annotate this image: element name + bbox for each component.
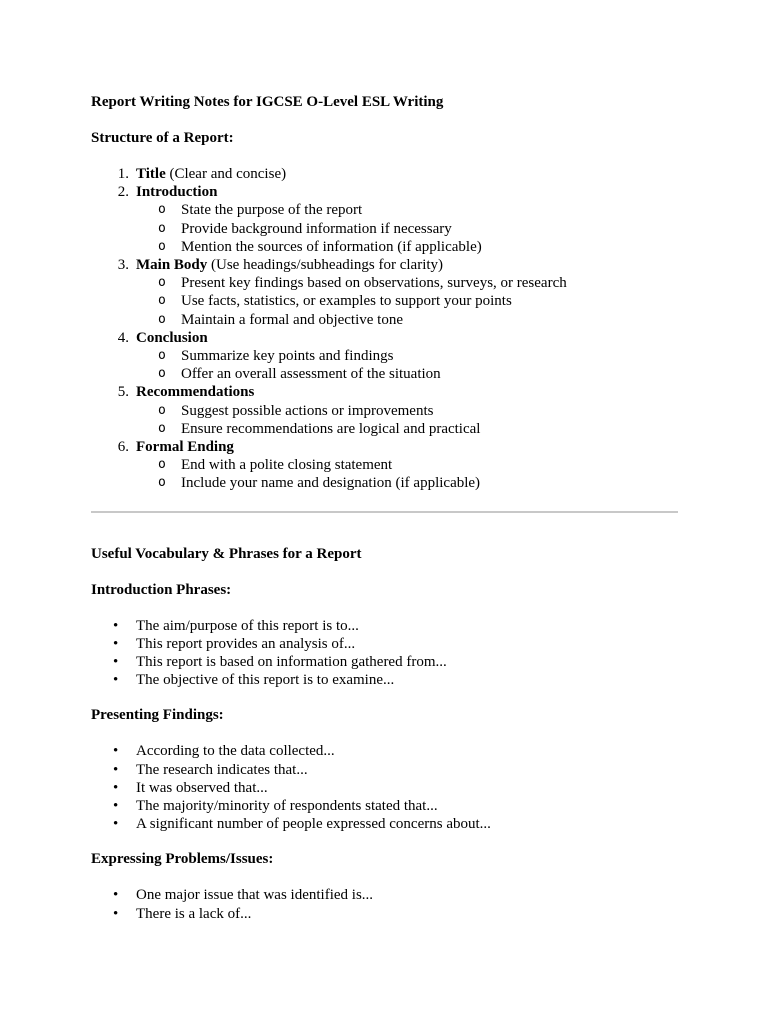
section-divider: [91, 511, 678, 513]
sub-item-text: Offer an overall assessment of the situation: [181, 366, 441, 383]
structure-list: [91, 165, 679, 493]
sub-bullet-icon: o: [158, 457, 166, 473]
bullet-icon: •: [113, 617, 119, 634]
item-number: 3.: [117, 257, 129, 274]
structure-item: [91, 438, 679, 493]
sub-item-text: Use facts, statistics, or examples to support your points: [181, 293, 512, 310]
phrase-item: [91, 761, 679, 779]
bullet-icon: •: [113, 672, 119, 689]
sub-item-text: Include your name and designation (if applicable): [181, 475, 481, 492]
sub-item-text: End with a polite closing statement: [181, 457, 393, 474]
structure-item: [91, 165, 679, 183]
sub-item: [136, 474, 679, 492]
item-note: (Use headings/subheadings for clarity): [207, 257, 444, 274]
phrase-text: The research indicates that...: [136, 761, 308, 778]
bullet-icon: •: [113, 779, 119, 796]
sub-item-text: Summarize key points and findings: [181, 348, 394, 365]
phrase-text: The objective of this report is to examine...: [136, 672, 395, 689]
structure-item: [91, 383, 679, 438]
sub-list: [136, 402, 679, 438]
phrase-text: It was observed that...: [136, 779, 268, 796]
item-note: (Clear and concise): [165, 166, 287, 182]
item-number: 2.: [117, 184, 129, 201]
sub-list: [136, 347, 679, 383]
document-page: [91, 93, 679, 940]
phrase-text: One major issue that was identified is...: [136, 887, 374, 904]
sub-item-text: Maintain a formal and objective tone: [181, 311, 404, 328]
sub-bullet-icon: o: [158, 420, 166, 436]
sub-item: [136, 292, 679, 310]
item-title: Conclusion: [136, 329, 208, 346]
sub-item-text: Ensure recommendations are logical and practical: [181, 420, 481, 437]
sub-item-text: State the purpose of the report: [181, 202, 363, 219]
phrase-text: According to the data collected...: [136, 743, 335, 760]
sub-item: [136, 274, 679, 292]
bullet-icon: •: [113, 905, 119, 922]
sub-item: [136, 201, 679, 219]
sub-item-text: Present key findings based on observations, surveys, or research: [181, 275, 567, 292]
sub-bullet-icon: o: [158, 366, 166, 382]
item-title: Main Body: [136, 257, 208, 274]
phrase-item: [91, 905, 679, 923]
phrase-list: [91, 742, 679, 833]
phrase-text: A significant number of people expressed concerns about...: [136, 816, 491, 833]
bullet-icon: •: [113, 743, 119, 760]
structure-item: [91, 183, 679, 256]
phrase-text: This report provides an analysis of...: [136, 635, 356, 652]
vocabulary-heading: Useful Vocabulary & Phrases for a Report: [91, 545, 362, 562]
phrase-list: [91, 617, 679, 690]
sub-item: [136, 402, 679, 420]
phrase-item: [91, 797, 679, 815]
bullet-icon: •: [113, 654, 119, 671]
structure-item: [91, 256, 679, 329]
item-title: Formal Ending: [136, 439, 234, 456]
phrase-text: The majority/minority of respondents stated that...: [136, 798, 438, 815]
bullet-icon: •: [113, 635, 119, 652]
sub-bullet-icon: o: [158, 475, 166, 491]
sub-item: [136, 420, 679, 438]
section-heading: Expressing Problems/Issues:: [91, 851, 274, 868]
item-number: 5.: [117, 384, 129, 401]
item-number: 4.: [117, 329, 129, 346]
item-title: Recommendations: [136, 384, 255, 401]
document-title: Report Writing Notes for IGCSE O-Level ESL Writing: [91, 94, 444, 110]
section-heading: Presenting Findings:: [91, 707, 224, 724]
phrase-item: [91, 742, 679, 760]
bullet-icon: •: [113, 887, 119, 904]
sub-bullet-icon: o: [158, 220, 166, 236]
sub-bullet-icon: o: [158, 311, 166, 327]
item-title: Introduction: [136, 184, 218, 201]
sub-item-text: Suggest possible actions or improvements: [181, 402, 434, 419]
sub-bullet-icon: o: [158, 238, 166, 254]
sub-item: [136, 365, 679, 383]
bullet-icon: •: [113, 761, 119, 778]
phrase-item: [91, 635, 679, 653]
phrase-list: [91, 886, 679, 922]
sub-item-text: Mention the sources of information (if applicable): [181, 238, 482, 255]
phrase-item: [91, 617, 679, 635]
phrase-text: The aim/purpose of this report is to...: [136, 617, 359, 634]
item-number: 6.: [117, 439, 129, 456]
sub-item-text: Provide background information if necessary: [181, 220, 452, 237]
phrase-item: [91, 671, 679, 689]
phrase-item: [91, 779, 679, 797]
item-number: 1.: [117, 166, 129, 182]
structure-heading: Structure of a Report:: [91, 130, 234, 146]
sub-bullet-icon: o: [158, 202, 166, 218]
sub-item: [136, 238, 679, 256]
sub-bullet-icon: o: [158, 293, 166, 309]
sub-item: [136, 220, 679, 238]
phrase-text: This report is based on information gathered from...: [136, 654, 447, 671]
section-heading: Introduction Phrases:: [91, 581, 232, 598]
sub-list: [136, 274, 679, 329]
sub-item: [136, 311, 679, 329]
phrase-text: There is a lack of...: [136, 905, 252, 922]
bullet-icon: •: [113, 798, 119, 815]
sub-list: [136, 201, 679, 256]
sub-list: [136, 456, 679, 492]
sub-bullet-icon: o: [158, 275, 166, 291]
bullet-icon: •: [113, 816, 119, 833]
phrase-item: [91, 815, 679, 833]
phrase-item: [91, 886, 679, 904]
phrase-sections: [91, 581, 679, 923]
item-title: Title: [136, 166, 166, 182]
sub-item: [136, 347, 679, 365]
structure-item: [91, 329, 679, 384]
sub-bullet-icon: o: [158, 402, 166, 418]
phrase-item: [91, 653, 679, 671]
sub-bullet-icon: o: [158, 348, 166, 364]
sub-item: [136, 456, 679, 474]
